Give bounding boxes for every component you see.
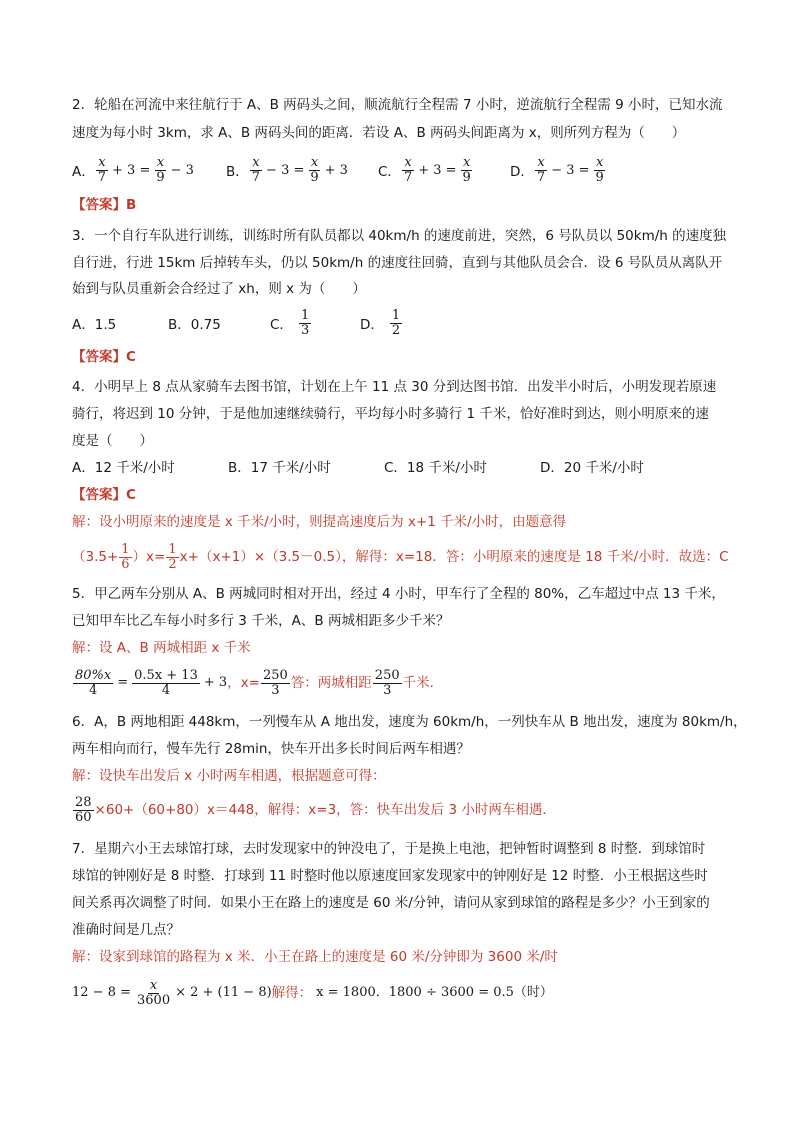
q7-text-line-3: 间关系再次调整了时间．如果小王在路上的速度是 60 米/分钟，请问从家到球馆的路程是多少？小王到家的: [72, 895, 710, 911]
q4-text-line-3: 度是（ ）: [72, 433, 153, 449]
q2-option-d[interactable]: D． $\frac{x}{7}$ − 3 = $\frac{x}{9}$: [510, 154, 604, 185]
q5-solution-line-1: 解：设 A、B 两城相距 x 千米: [72, 640, 251, 656]
q3-text-line-1: 3．一个自行车队进行训练，训练时所有队员都以 40km/h 的速度前进，突然，6 号队员以 50km/h 的速度独: [72, 228, 727, 244]
q3-answer: 【答案】C: [72, 349, 136, 365]
q2-option-c[interactable]: C． $\frac{x}{7}$ + 3 = $\frac{x}{9}$: [378, 154, 471, 185]
q2-options: [72, 150, 722, 190]
fraction: $\frac{80\%x}{4}$: [75, 667, 112, 698]
fraction: $\frac{0.5x + 13}{4}$: [134, 667, 198, 698]
q2-answer: 【答案】B: [72, 197, 137, 213]
fraction: $\frac{x}{7}$: [403, 154, 413, 185]
q6-solution-line-2: $\frac{28}{60}$ ×60+（60+80）x＝448，解得：x=3，答：快车出发后 3 小时两车相遇．: [75, 794, 556, 825]
q3-option-a[interactable]: A．1.5: [72, 317, 117, 333]
q2-option-b[interactable]: B． $\frac{x}{7}$ − 3 = $\frac{x}{9}$ + 3: [226, 154, 348, 185]
q7-text-line-4: 准确时间是几点？: [72, 922, 180, 938]
fraction: $\frac{28}{60}$: [75, 794, 92, 825]
q7-text-line-2: 球馆的钟刚好是 8 时整．打球到 11 时整时他以原速度回家发现家中的钟刚好是 12 时整．小王根据这些时: [72, 868, 708, 884]
q5-text-line-2: 已知甲车比乙车每小时多行 3 千米，A、B 两城相距多少千米？: [72, 613, 450, 629]
q7-solution-line-2: 12 − 8 = $\frac{x}{3600}$ × 2 + (11 − 8) 解得： x = 1800．1800 ÷ 3600 = 0.5（时）: [72, 977, 553, 1008]
q3-option-d[interactable]: D． $\frac{1}{2}$: [360, 307, 401, 338]
q4-options: [72, 459, 722, 477]
q6-text-line-1: 6．A，B 两地相距 448km，一列慢车从 A 地出发，速度为 60km/h，一列快车从 B 地出发，速度为 80km/h，: [72, 714, 747, 730]
fraction: $\frac{x}{9}$: [310, 154, 319, 185]
fraction: $\frac{x}{9}$: [462, 154, 471, 185]
q7-solution-line-1: 解：设家到球馆的路程为 x 米．小王在路上的速度是 60 米/分钟即为 3600 米/时: [72, 949, 558, 965]
fraction: $\frac{250}{3}$: [262, 667, 288, 698]
fraction: $\frac{1}{2}$: [391, 307, 401, 338]
q7-text-line-1: 7．星期六小王去球馆打球，去时发现家中的钟没电了，于是换上电池，把钟暂时调整到 8 时整．到球馆时: [72, 841, 706, 857]
q6-solution-line-1: 解：设快车出发后 x 小时两车相遇，根据题意可得：: [72, 768, 386, 784]
q4-option-d[interactable]: D．20 千米/小时: [540, 460, 644, 476]
q3-option-c[interactable]: C． $\frac{1}{3}$: [270, 307, 310, 338]
fraction: $\frac{1}{3}$: [300, 307, 310, 338]
fraction: $\frac{250}{3}$: [374, 667, 400, 698]
fraction: $\frac{x}{9}$: [156, 154, 165, 185]
q4-solution-line-2: （3.5+ $\frac{1}{6}$ ）x= $\frac{1}{2}$ x+（x+1）×（3.5－0.5），解得：x=18．答：小明原来的速度是 18 千米/小时．故选：C: [72, 541, 729, 572]
q4-option-b[interactable]: B．17 千米/小时: [228, 460, 331, 476]
q4-option-c[interactable]: C．18 千米/小时: [384, 460, 487, 476]
fraction: $\frac{x}{7}$: [251, 154, 261, 185]
fraction: $\frac{x}{7}$: [536, 154, 546, 185]
fraction: $\frac{1}{6}$: [121, 541, 130, 572]
fraction: $\frac{x}{7}$: [97, 154, 107, 185]
q3-option-b[interactable]: B．0.75: [168, 317, 221, 333]
q4-solution-line-1: 解：设小明原来的速度是 x 千米/小时，则提高速度后为 x+1 千米/小时，由题意得: [72, 514, 567, 530]
q4-text-line-2: 骑行，将迟到 10 分钟，于是他加速继续骑行，平均每小时多骑行 1 千米，恰好准时到达，则小明原来的速: [72, 406, 709, 422]
q4-option-a[interactable]: A．12 千米/小时: [72, 460, 175, 476]
fraction: $\frac{x}{9}$: [595, 154, 604, 185]
q3-text-line-2: 自行进，行进 15km 后掉转车头，仍以 50km/h 的速度往回骑，直到与其他队员会合．设 6 号队员从离队开: [72, 255, 723, 271]
q3-options: [72, 303, 472, 343]
q2-text-line-2: 速度为每小时 3km，求 A、B 两码头间的距离．若设 A、B 两码头间距离为 x，则所列方程为（ ）: [72, 125, 686, 141]
q2-option-a[interactable]: A． $\frac{x}{7}$ + 3 = $\frac{x}{9}$ − 3: [72, 154, 194, 185]
q3-text-line-3: 始到与队员重新会合经过了 xh，则 x 为（ ）: [72, 281, 366, 297]
fraction: $\frac{x}{3600}$: [137, 977, 171, 1008]
q6-text-line-2: 两车相向而行，慢车先行 28min，快车开出多长时间后两车相遇？: [72, 741, 470, 757]
q5-solution-line-2: $\frac{80\%x}{4}$ = $\frac{0.5x + 13}{4}$ + 3 ，x= $\frac{250}{3}$ 答：两城相距 $\frac{250}{3}$ 千米．: [75, 667, 444, 698]
q4-answer: 【答案】C: [72, 487, 136, 503]
q2-text-line-1: 2．轮船在河流中来往航行于 A、B 两码头之间，顺流航行全程需 7 小时，逆流航行全程需 9 小时，已知水流: [72, 97, 723, 113]
q4-text-line-1: 4．小明早上 8 点从家骑车去图书馆，计划在上午 11 点 30 分到达图书馆．出发半小时后，小明发现若原速: [72, 379, 717, 395]
fraction: $\frac{1}{2}$: [168, 541, 177, 572]
q5-text-line-1: 5．甲乙两车分别从 A、B 两城同时相对开出，经过 4 小时，甲车行了全程的 80%，乙车超过中点 13 千米，: [72, 586, 725, 602]
